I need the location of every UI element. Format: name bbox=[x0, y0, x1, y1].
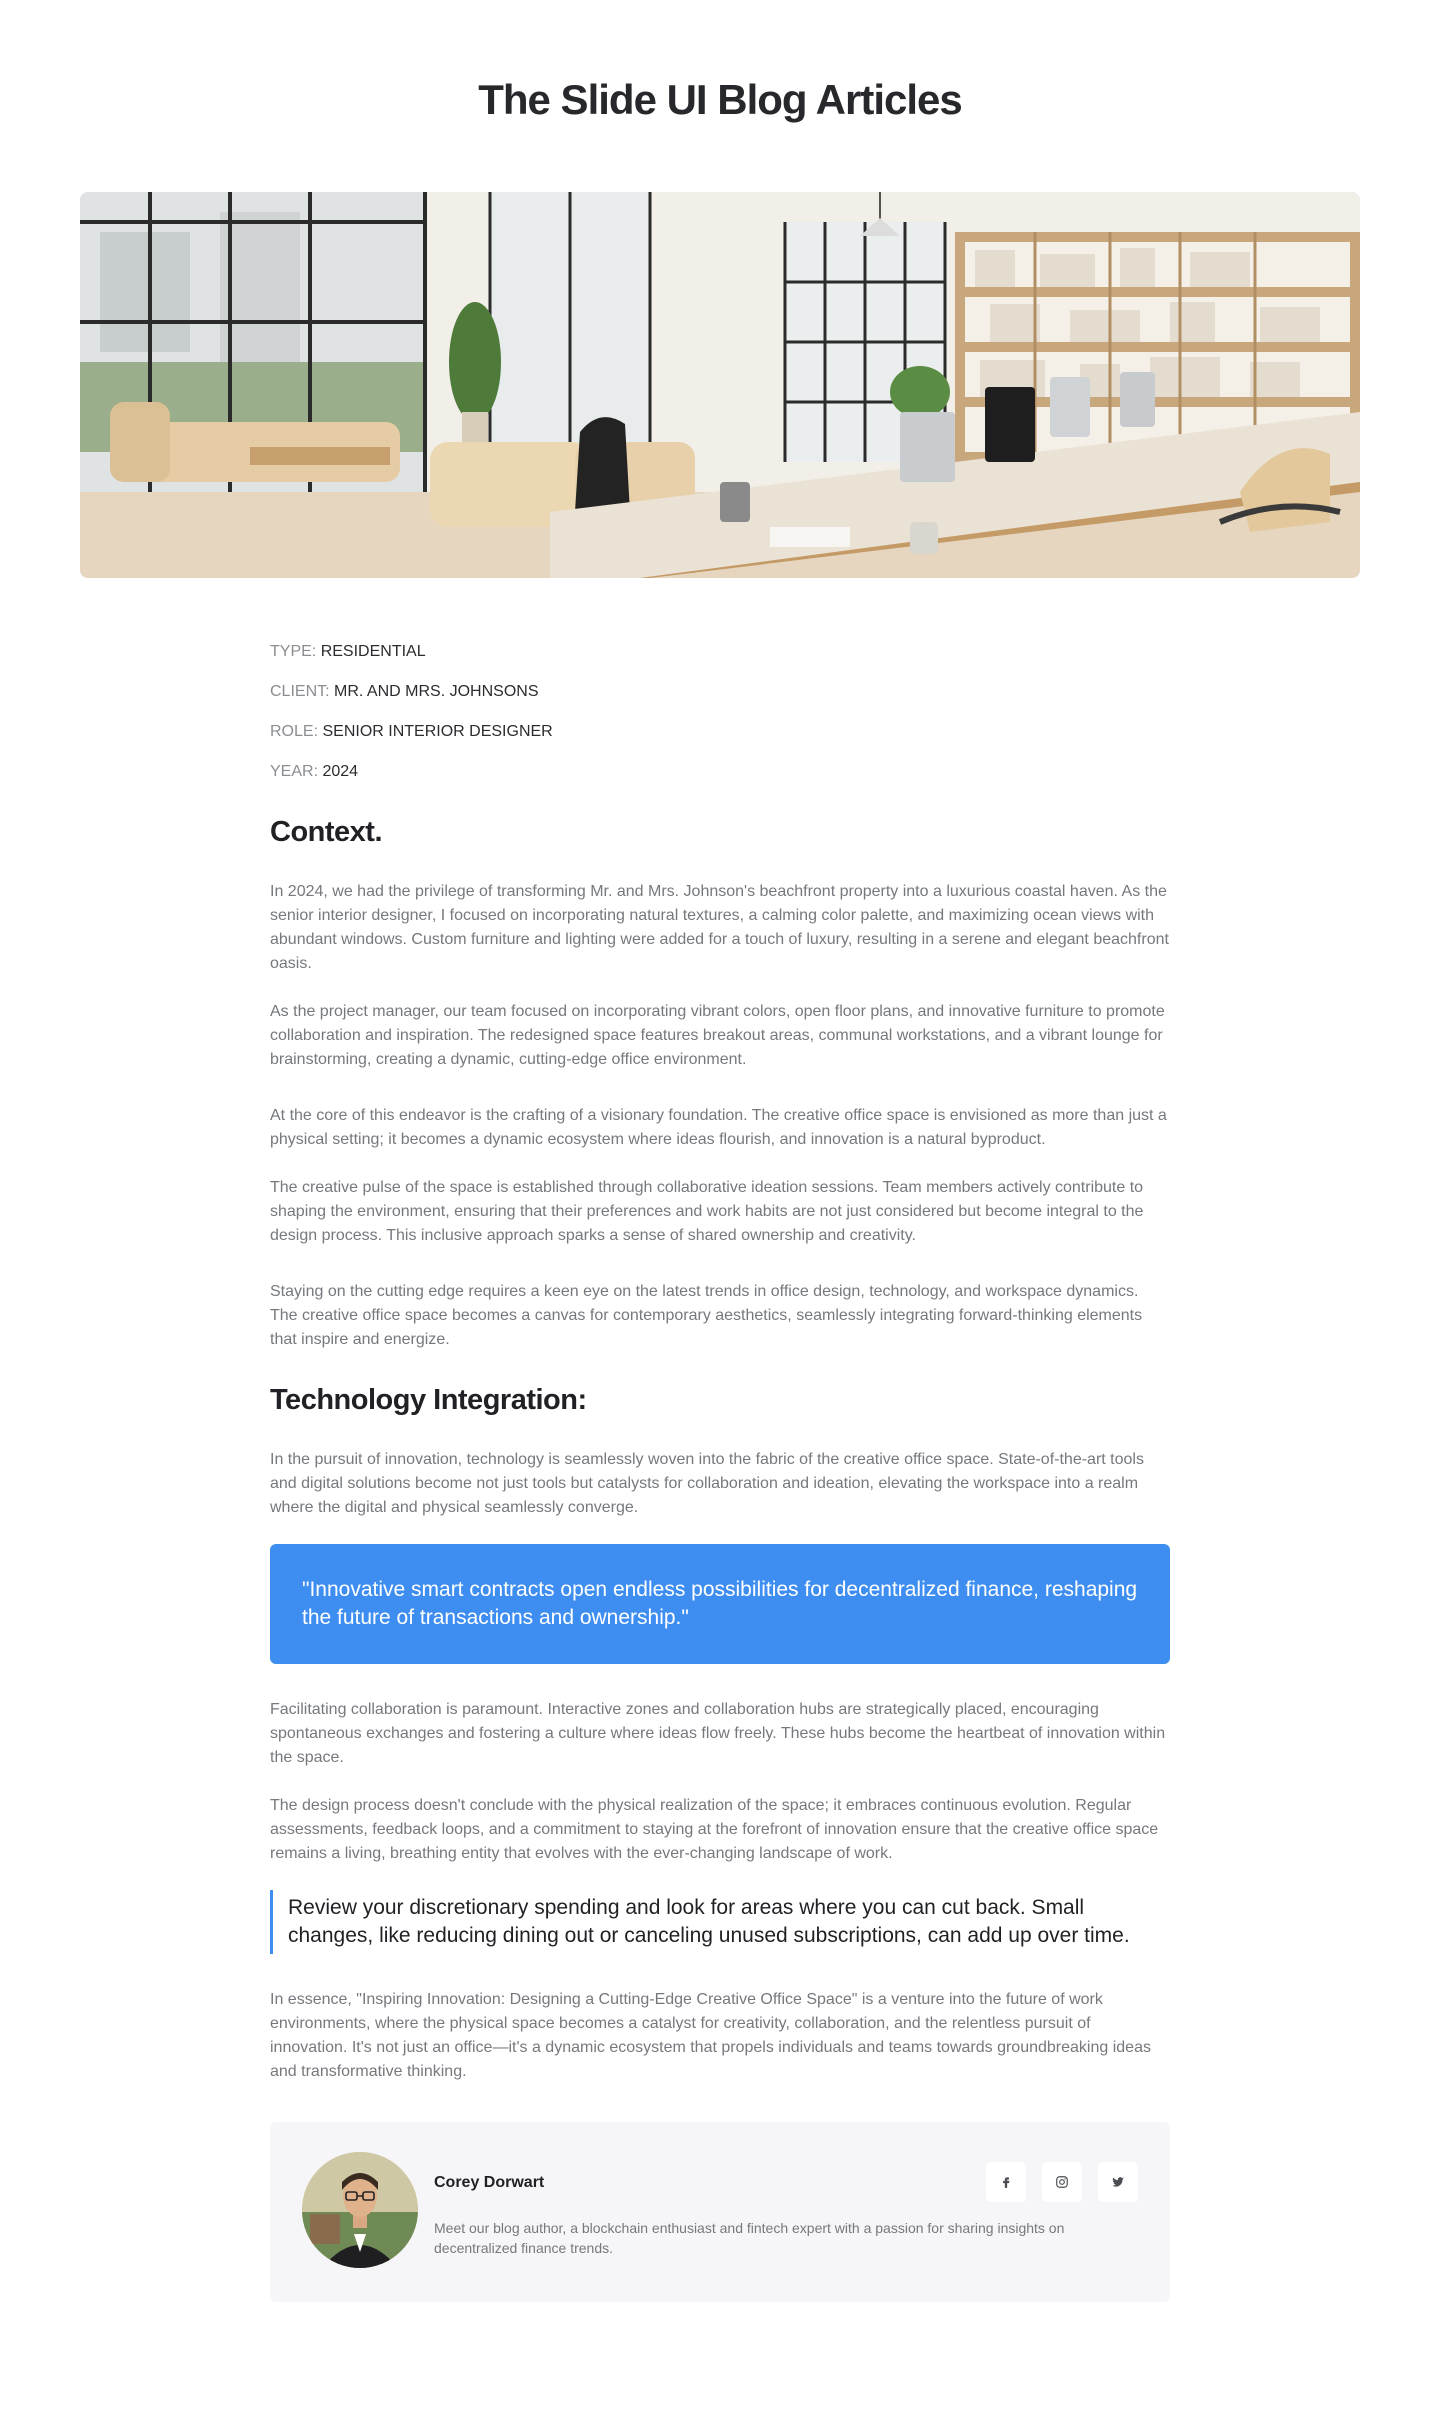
technology-paragraph: Facilitating collaboration is paramount. Interactive zones and collaboration hubs are strategically placed, encouraging spontaneous exchanges and fostering a culture where ideas flow freely. These hubs become the heartbeat of innovation within the space. bbox=[270, 1701, 1166, 1766]
technology-intro: In the pursuit of innovation, technology is seamlessly woven into the fabric of the creative office space. State-of-the-art tools and digital solutions become not just tools but catalysts for collaboration and ideation, elevating the workspace into a realm where the digital and physical seamlessly converge. bbox=[270, 1451, 1144, 1516]
author-portrait bbox=[302, 2152, 418, 2268]
twitter-icon bbox=[1111, 2175, 1125, 2189]
meta-type bbox=[270, 640, 1170, 664]
conclusion-paragraph: In essence, "Inspiring Innovation: Designing a Cutting-Edge Creative Office Space" is a venture into the future of work environments, where the physical space becomes a catalyst for creativity, collaboration, and the relentless pursuit of innovation. It's not just an office—it's a dynamic ecosystem that propels individuals and teams towards groundbreaking ideas and transformative thinking. bbox=[270, 1991, 1151, 2080]
highlight-callout: "Innovative smart contracts open endless possibilities for decentralized finance, reshaping the future of transactions and ownership." bbox=[270, 1544, 1170, 1664]
pull-quote: Review your discretionary spending and look for areas where you can cut back. Small changes, like reducing dining out or canceling unused subscriptions, can add up over time. bbox=[270, 1890, 1170, 1954]
instagram-link[interactable] bbox=[1042, 2162, 1082, 2202]
context-heading: Context. bbox=[270, 816, 382, 848]
social-links bbox=[986, 2162, 1138, 2202]
meta-client-label: CLIENT: bbox=[270, 683, 330, 700]
technology-heading: Technology Integration: bbox=[270, 1384, 587, 1416]
meta-role-label: ROLE: bbox=[270, 723, 319, 740]
facebook-link[interactable] bbox=[986, 2162, 1026, 2202]
instagram-icon bbox=[1055, 2175, 1069, 2189]
page-title: The Slide UI Blog Articles bbox=[478, 76, 962, 123]
context-paragraph: The creative pulse of the space is established through collaborative ideation sessions. Team members actively contribute to shaping the environment, ensuring that their preferences and work habits are not just considered but become integral to the design process. This inclusive approach sparks a sense of shared ownership and creativity. bbox=[270, 1179, 1144, 1244]
office-interior-illustration bbox=[80, 192, 1360, 578]
author-bio: Meet our blog author, a blockchain enthusiast and fintech expert with a passion for sharing insights on decentralized finance trends. bbox=[434, 2220, 1065, 2256]
meta-year-value: 2024 bbox=[322, 763, 359, 780]
hero-image bbox=[80, 192, 1360, 578]
meta-client bbox=[270, 680, 1170, 704]
meta-type-value: RESIDENTIAL bbox=[320, 643, 426, 660]
facebook-icon bbox=[999, 2175, 1013, 2189]
meta-year bbox=[270, 760, 1170, 784]
meta-role-value: SENIOR INTERIOR DESIGNER bbox=[322, 723, 553, 740]
context-paragraph: As the project manager, our team focused on incorporating vibrant colors, open floor plans, and innovative furniture to promote collaboration and inspiration. The redesigned space features breakout areas, communal workstations, and a vibrant lounge for brainstorming, creating a dynamic, cutting-edge office environment. bbox=[270, 1003, 1165, 1068]
author-avatar bbox=[302, 2152, 418, 2268]
twitter-link[interactable] bbox=[1098, 2162, 1138, 2202]
technology-paragraph: The design process doesn't conclude with the physical realization of the space; it embraces continuous evolution. Regular assessments, feedback loops, and a commitment to staying at the forefront of innovation ensure that the creative office space remains a living, breathing entity that evolves with the ever-changing landscape of work. bbox=[270, 1797, 1159, 1862]
author-name: Corey Dorwart bbox=[434, 2174, 545, 2191]
context-paragraph: Staying on the cutting edge requires a keen eye on the latest trends in office design, technology, and workspace dynamics. The creative office space becomes a canvas for contemporary aesthetics, seamlessly integrating forward-thinking elements that inspire and energize. bbox=[270, 1283, 1143, 1348]
meta-type-label: TYPE: bbox=[270, 643, 317, 660]
meta-client-value: MR. AND MRS. JOHNSONS bbox=[334, 683, 539, 700]
meta-year-label: YEAR: bbox=[270, 763, 319, 780]
context-paragraph: In 2024, we had the privilege of transforming Mr. and Mrs. Johnson's beachfront property into a luxurious coastal haven. As the senior interior designer, I focused on incorporating natural textures, a calming color palette, and maximizing ocean views with abundant windows. Custom furniture and lighting were added for a touch of luxury, resulting in a serene and elegant beachfront oasis. bbox=[270, 883, 1169, 972]
article-body bbox=[270, 640, 1170, 2302]
author-card bbox=[270, 2122, 1170, 2302]
meta-role bbox=[270, 720, 1170, 744]
context-paragraph: At the core of this endeavor is the crafting of a visionary foundation. The creative office space is envisioned as more than just a physical setting; it becomes a dynamic ecosystem where ideas flourish, and innovation is a natural byproduct. bbox=[270, 1107, 1167, 1148]
